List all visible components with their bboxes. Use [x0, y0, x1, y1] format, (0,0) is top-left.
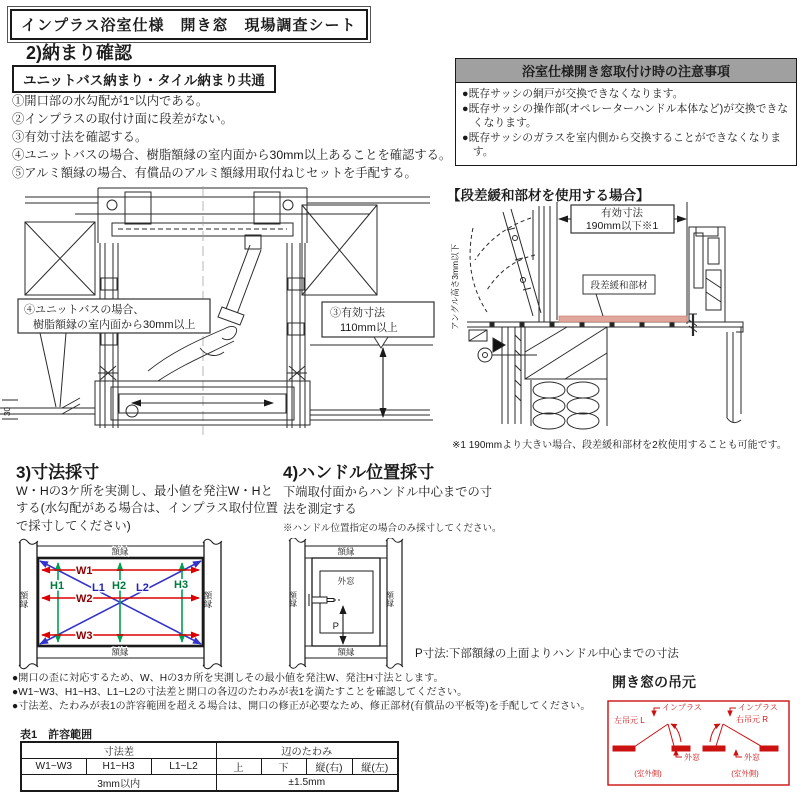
table-row-values [21, 775, 398, 792]
section2-heading: 2)納まり確認 [26, 43, 133, 63]
section2-subheading-box: ユニットバス納まり・タイル納まり共通 [12, 65, 276, 93]
h3-label: H3 [174, 579, 189, 591]
dim-label-line2: 190mm以下※1 [585, 220, 659, 232]
p-definition: P寸法:下部額縁の上面よりハンドル中心までの寸法 [415, 648, 679, 660]
wh-measure-diagram [8, 538, 250, 688]
frame-label-top: 額縁 [111, 546, 129, 557]
relief-section-heading: 【段差緩和部材を使用する場合】 [447, 188, 650, 203]
checklist-item: ③有効寸法を確認する。 [12, 130, 148, 144]
group-edge-deflection: 辺のたわみ [216, 742, 398, 759]
value-dim-diff: 3mm以内 [21, 775, 216, 792]
frame-label-bottom: 額縁 [337, 647, 355, 657]
callout-line1: ③有効寸法 [330, 307, 385, 319]
left-inplus-label: インプラス [662, 703, 702, 712]
relief-part-label [583, 275, 655, 316]
group-dim-diff: 寸法差 [21, 742, 216, 759]
col-h: H1~H3 [86, 759, 151, 775]
relief-member-drawing [445, 200, 800, 440]
bottom-notes [12, 672, 612, 715]
labels [288, 547, 395, 658]
col-top: 上 [216, 759, 261, 775]
notice-item: ●既存サッシの網戸が交換できなくなります。 [462, 88, 684, 100]
effective-dim-label [559, 205, 686, 233]
section4-heading: 4)ハンドル位置採寸 [283, 463, 435, 482]
l2-label: L2 [136, 582, 149, 594]
notice-body [456, 83, 796, 165]
col-vert-left: 縦(左) [352, 759, 398, 775]
bottom-note: ●開口の歪に対応するため、W、Hの3カ所を実測しその最小値を発注W、発注H寸法とします。 [12, 673, 444, 684]
table-row-groups [21, 742, 398, 759]
right-inplus-label: インプラス [738, 703, 778, 712]
callout-effective-dim [322, 302, 434, 348]
section4-note: ※ハンドル位置指定の場合のみ採寸してください。 [283, 523, 502, 534]
table-row-headers [21, 759, 398, 775]
h2-label: H2 [112, 580, 127, 592]
frame-label-bottom: 額縁 [111, 647, 129, 657]
w2-label: W2 [76, 593, 93, 605]
notice-title: 浴室仕様開き窓取付け時の注意事項 [456, 59, 796, 83]
left-side-label: (室外側) [634, 769, 662, 778]
callout-line2: 110mm以上 [340, 322, 398, 334]
h1-label: H1 [50, 580, 65, 592]
callout-line2: 樹脂額縁の室内面から30mm以上 [33, 319, 196, 331]
section2-checklist [12, 92, 451, 182]
l1-label: L1 [92, 582, 105, 594]
dim-label-line1: 有効寸法 [601, 207, 643, 219]
col-w: W1~W3 [21, 759, 86, 775]
bottom-note: ●W1~W3、H1~H3、L1~L2の寸法差と開口の各辺のたわみが表1を満たすことを確認してください。 [12, 687, 468, 699]
hinge-side-diagram [598, 696, 793, 792]
section3-heading: 3)寸法採寸 [16, 463, 100, 482]
angle-height-label: アングル高さ3mm以下 [450, 243, 460, 330]
col-l: L1~L2 [151, 759, 216, 775]
frame-label-left: 額縁 [19, 591, 29, 608]
measure-arrows [40, 561, 201, 644]
tolerance-table [20, 741, 399, 792]
checklist-item: ①開口部の水勾配が1°以内である。 [12, 94, 209, 108]
relief-footnote: ※1 190mmより大きい場合、段差緩和部材を2枚使用することも可能です。 [452, 440, 787, 451]
frame-label-left: 額縁 [288, 591, 298, 607]
p-label: P [332, 621, 339, 632]
frame-label-right: 額縁 [203, 591, 213, 608]
callout-line1: ④ユニットバスの場合、 [24, 304, 145, 316]
relief-strip [559, 316, 687, 322]
checklist-item: ②インプラスの取付け面に段差がない。 [12, 112, 233, 126]
w1-label: W1 [76, 565, 93, 577]
left-outer-label: 外窓 [684, 753, 700, 762]
right-side-label: (室外側) [731, 769, 759, 778]
window-section-drawing [0, 183, 445, 455]
page-title: インプラス浴室仕様 開き窓 現場調査シート [10, 9, 368, 40]
section4-description: 下端取付面からハンドル中心までの寸法を測定する [283, 485, 493, 517]
bottom-note: ●寸法差、たわみが表1の許容範囲を超える場合は、開口の修正が必要なため、修正部材(有償品の平板等)を手配してください。 [12, 701, 591, 713]
dim-30-label: 30 [3, 407, 12, 416]
notice-item: ●既存サッシのガラスを室内側から交換することができなくなります。 [462, 131, 782, 159]
table1-caption: 表1 許容範囲 [20, 729, 93, 741]
right-hinge-label: 右吊元 R [736, 715, 768, 724]
frame-label-top: 額縁 [337, 546, 355, 557]
checklist-item: ④ユニットバスの場合、樹脂額縁の室内面から30mm以上あることを確認する。 [12, 148, 452, 162]
part-label-text: 段差緩和部材 [590, 280, 648, 292]
hinge-section-heading: 開き窓の吊元 [612, 674, 696, 690]
drawing-lines [467, 202, 743, 429]
value-deflection: ±1.5mm [216, 775, 398, 792]
section3-description: W・Hの3ケ所を実測し、最小値を発注W・Hとする(水勾配がある場合は、インプラス取付位置で採寸してください) [16, 484, 278, 533]
checklist-item: ⑤アルミ額縁の場合、有償品のアルミ額縁用取付ねじセットを手配する。 [12, 166, 417, 180]
col-vert-right: 縦(右) [306, 759, 352, 775]
notice-item: ●既存サッシの操作部(オペレーターハンドル本体など)が交換できなくなります。 [462, 102, 789, 130]
left-hinge-label: 左吊元 L [614, 716, 645, 725]
frame-label-right: 額縁 [385, 591, 395, 607]
handle-position-diagram [283, 538, 405, 688]
col-bottom: 下 [261, 759, 306, 775]
notice-box [455, 58, 797, 166]
outer-window-label: 外窓 [337, 576, 355, 586]
w3-label: W3 [76, 630, 93, 642]
right-outer-label: 外窓 [744, 753, 760, 762]
callout-unit-bath [18, 299, 210, 407]
